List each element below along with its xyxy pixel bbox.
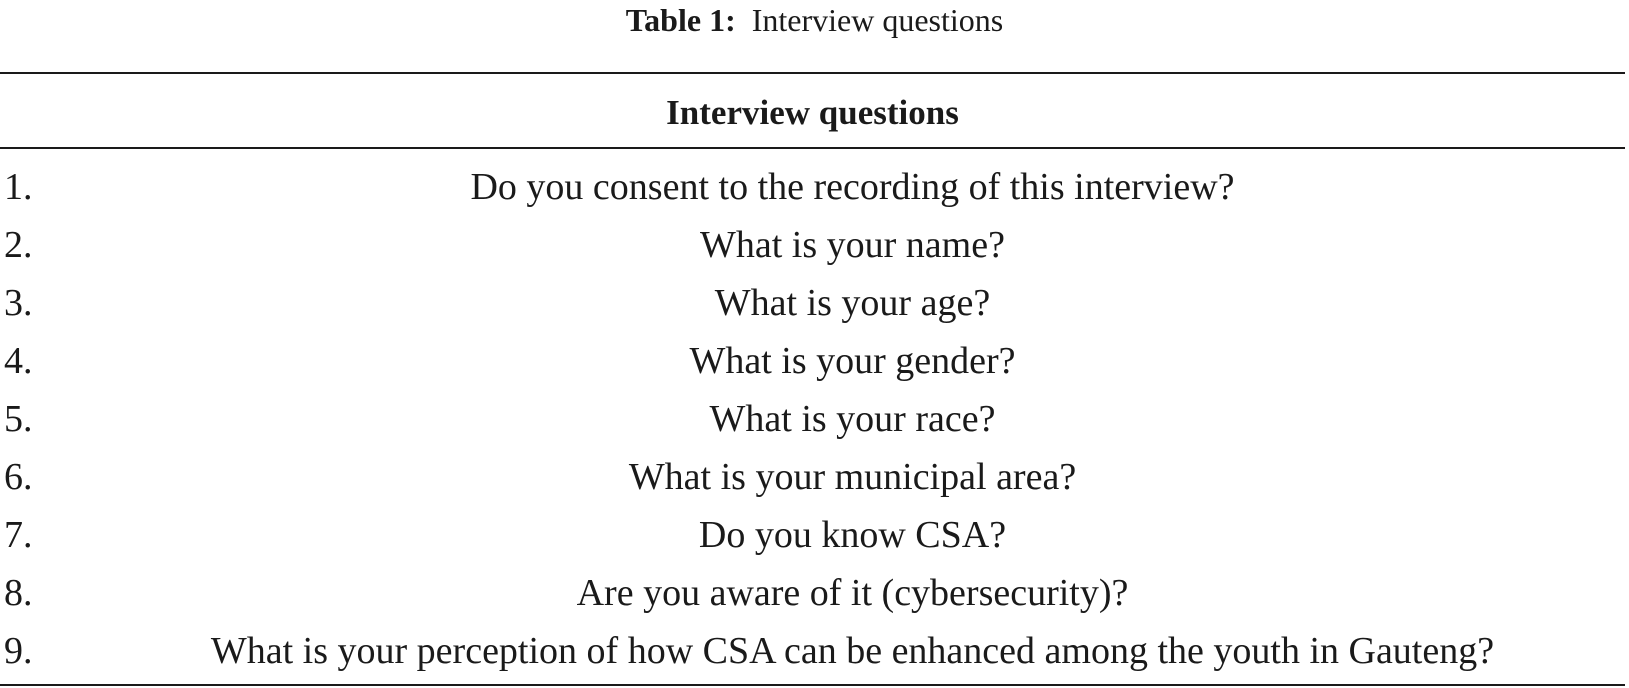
table-bottom-rule: [0, 684, 1625, 686]
table-row: [0, 564, 1625, 622]
table-row: [0, 158, 1625, 216]
row-question: Are you aware of it (cybersecurity)?: [576, 572, 1129, 614]
row-number: 5.: [4, 398, 33, 440]
row-question: What is your name?: [700, 224, 1005, 266]
row-number: 9.: [4, 630, 33, 672]
row-number: 8.: [4, 572, 33, 614]
row-question: What is your gender?: [689, 340, 1016, 382]
table-row: [0, 332, 1625, 390]
table-row: [0, 622, 1625, 680]
row-number: 4.: [4, 340, 33, 382]
row-number: 7.: [4, 514, 33, 556]
row-number: 1.: [4, 166, 33, 208]
table-row: [0, 274, 1625, 332]
table-row: [0, 448, 1625, 506]
row-question: What is your municipal area?: [628, 456, 1077, 498]
table-row: [0, 506, 1625, 564]
row-question: What is your age?: [714, 282, 991, 324]
row-question: Do you know CSA?: [698, 514, 1007, 556]
table-row: [0, 390, 1625, 448]
table-header: Interview questions: [666, 93, 959, 132]
row-question: Do you consent to the recording of this interview?: [470, 166, 1235, 208]
table-caption: [0, 0, 1629, 40]
caption-label: Table 1:: [625, 2, 736, 38]
table-body: [0, 158, 1625, 680]
table-row: [0, 216, 1625, 274]
row-number: 3.: [4, 282, 33, 324]
row-question: What is your race?: [709, 398, 996, 440]
row-number: 6.: [4, 456, 33, 498]
row-number: 2.: [4, 224, 33, 266]
table-top-rule: [0, 72, 1625, 74]
row-question: What is your perception of how CSA can be enhanced among the youth in Gauteng?: [210, 630, 1495, 672]
table-header-rule: [0, 147, 1625, 149]
caption-text: Interview questions: [751, 2, 1004, 38]
